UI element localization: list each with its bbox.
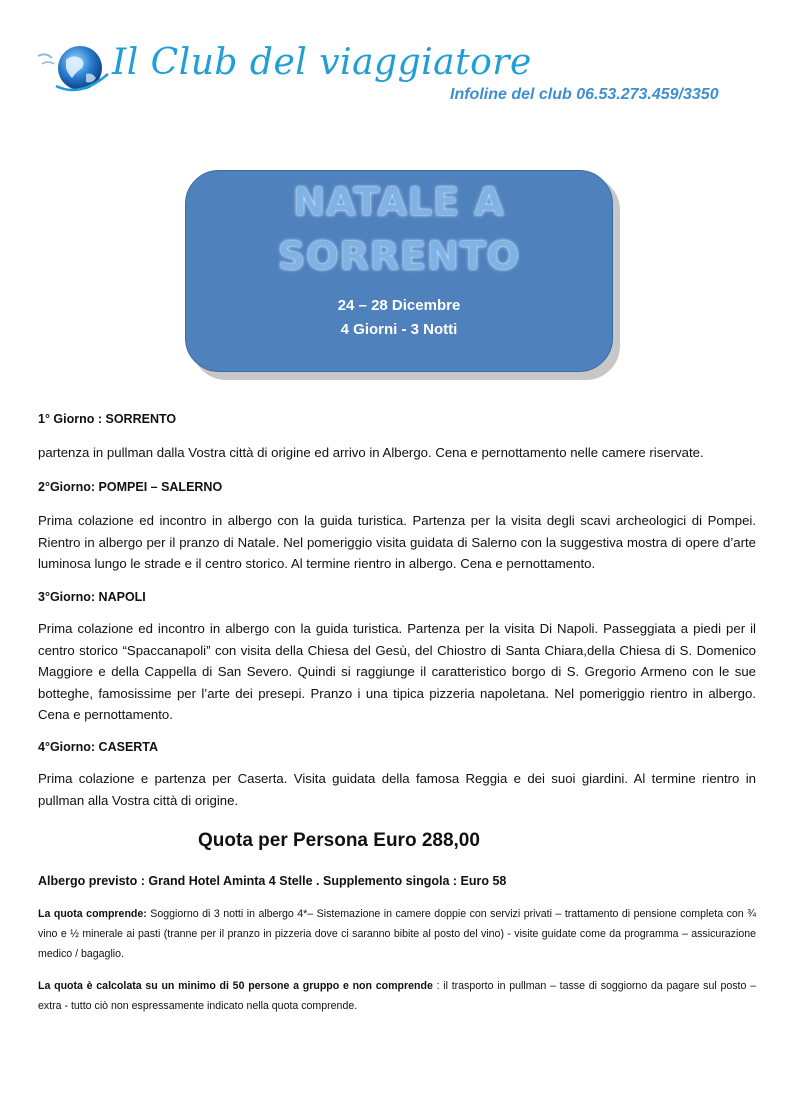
quota-includes-label: La quota comprende:	[38, 908, 147, 920]
price-per-person: Quota per Persona Euro 288,00	[198, 830, 480, 851]
day-4-title: 4°Giorno: CASERTA	[38, 740, 159, 754]
quota-excludes-label: La quota è calcolata su un minimo di 50 persone a gruppo e non comprende	[38, 980, 433, 992]
day-1-text: partenza in pullman dalla Vostra città di origine ed arrivo in Albergo. Cena e pernottamento nelle camere riservate.	[38, 445, 704, 460]
banner-dates: 24 – 28 Dicembre	[337, 297, 461, 314]
day-2-title: 2°Giorno: POMPEI – SALERNO	[38, 480, 223, 494]
banner-duration: 4 Giorni - 3 Notti	[340, 321, 458, 338]
day-4-text: Prima colazione e partenza per Caserta. Visita guidata della famosa Reggia e dei suoi giardini. Al termine rientro in pullman alla Vostra città di origine.	[38, 771, 756, 808]
quota-excludes	[38, 976, 756, 1016]
infoline-phone: Infoline del club 06.53.273.459/3350	[450, 86, 719, 103]
quota-includes	[38, 904, 756, 964]
title-banner	[185, 170, 613, 372]
quota-excludes-text: : il trasporto in pullman – tasse di soggiorno da pagare sul posto – extra - tutto ciò non espressamente indicato nella quota comprende.	[38, 980, 756, 1012]
day-2-text: Prima colazione ed incontro in albergo con la guida turistica. Partenza per la visita degli scavi archeologici di Pompei. Rientro in albergo per il pranzo di Natale. Nel pomeriggio visita guidata di Salerno con la suggestiva mostra di opere d’arte luminosa lungo le strade e il centro storico. Al termine rientro in albergo. Cena e pernottamento.	[38, 513, 756, 571]
day-1-title: 1° Giorno : SORRENTO	[38, 412, 177, 426]
banner-title-line2: SORRENTO	[277, 234, 521, 278]
club-logo	[36, 38, 532, 98]
logo-text: Il Club del viaggiatore	[112, 42, 532, 83]
day-3-text: Prima colazione ed incontro in albergo con la guida turistica. Partenza per la visita Di Napoli. Passeggiata a piedi per il centro storico “Spaccanapoli” con visita della Chiesa del Gesù, del Chiostro di Santa Chiara,della Chiesa di S. Domenico Maggiore e della Cappella di San Severo. Quindi si raggiunge il caratteristico borgo di S. Gregorio Armeno con le sue botteghe, famosissime per l’arte dei presepi. Pranzo i una tipica pizzeria napoletana. Nel pomeriggio rientro in albergo. Cena e pernottamento.	[38, 621, 756, 722]
banner-title	[186, 175, 612, 283]
quota-includes-text: Soggiorno di 3 notti in albergo 4*– Sistemazione in camere doppie con servizi privati – trattamento di pensione completa con ¾ vino e ½ minerale ai pasti (tranne per il pranzo in pizzeria dove ci saranno bibite al posto del vino) - visite guidate come da programma – assicurazione medico / bagaglio.	[38, 908, 756, 960]
hotel-info: Albergo previsto : Grand Hotel Aminta 4 Stelle . Supplemento singola : Euro 58	[38, 874, 507, 888]
day-3-title: 3°Giorno: NAPOLI	[38, 590, 146, 604]
globe-icon	[36, 38, 116, 98]
banner-title-line1: NATALE A	[293, 180, 505, 224]
